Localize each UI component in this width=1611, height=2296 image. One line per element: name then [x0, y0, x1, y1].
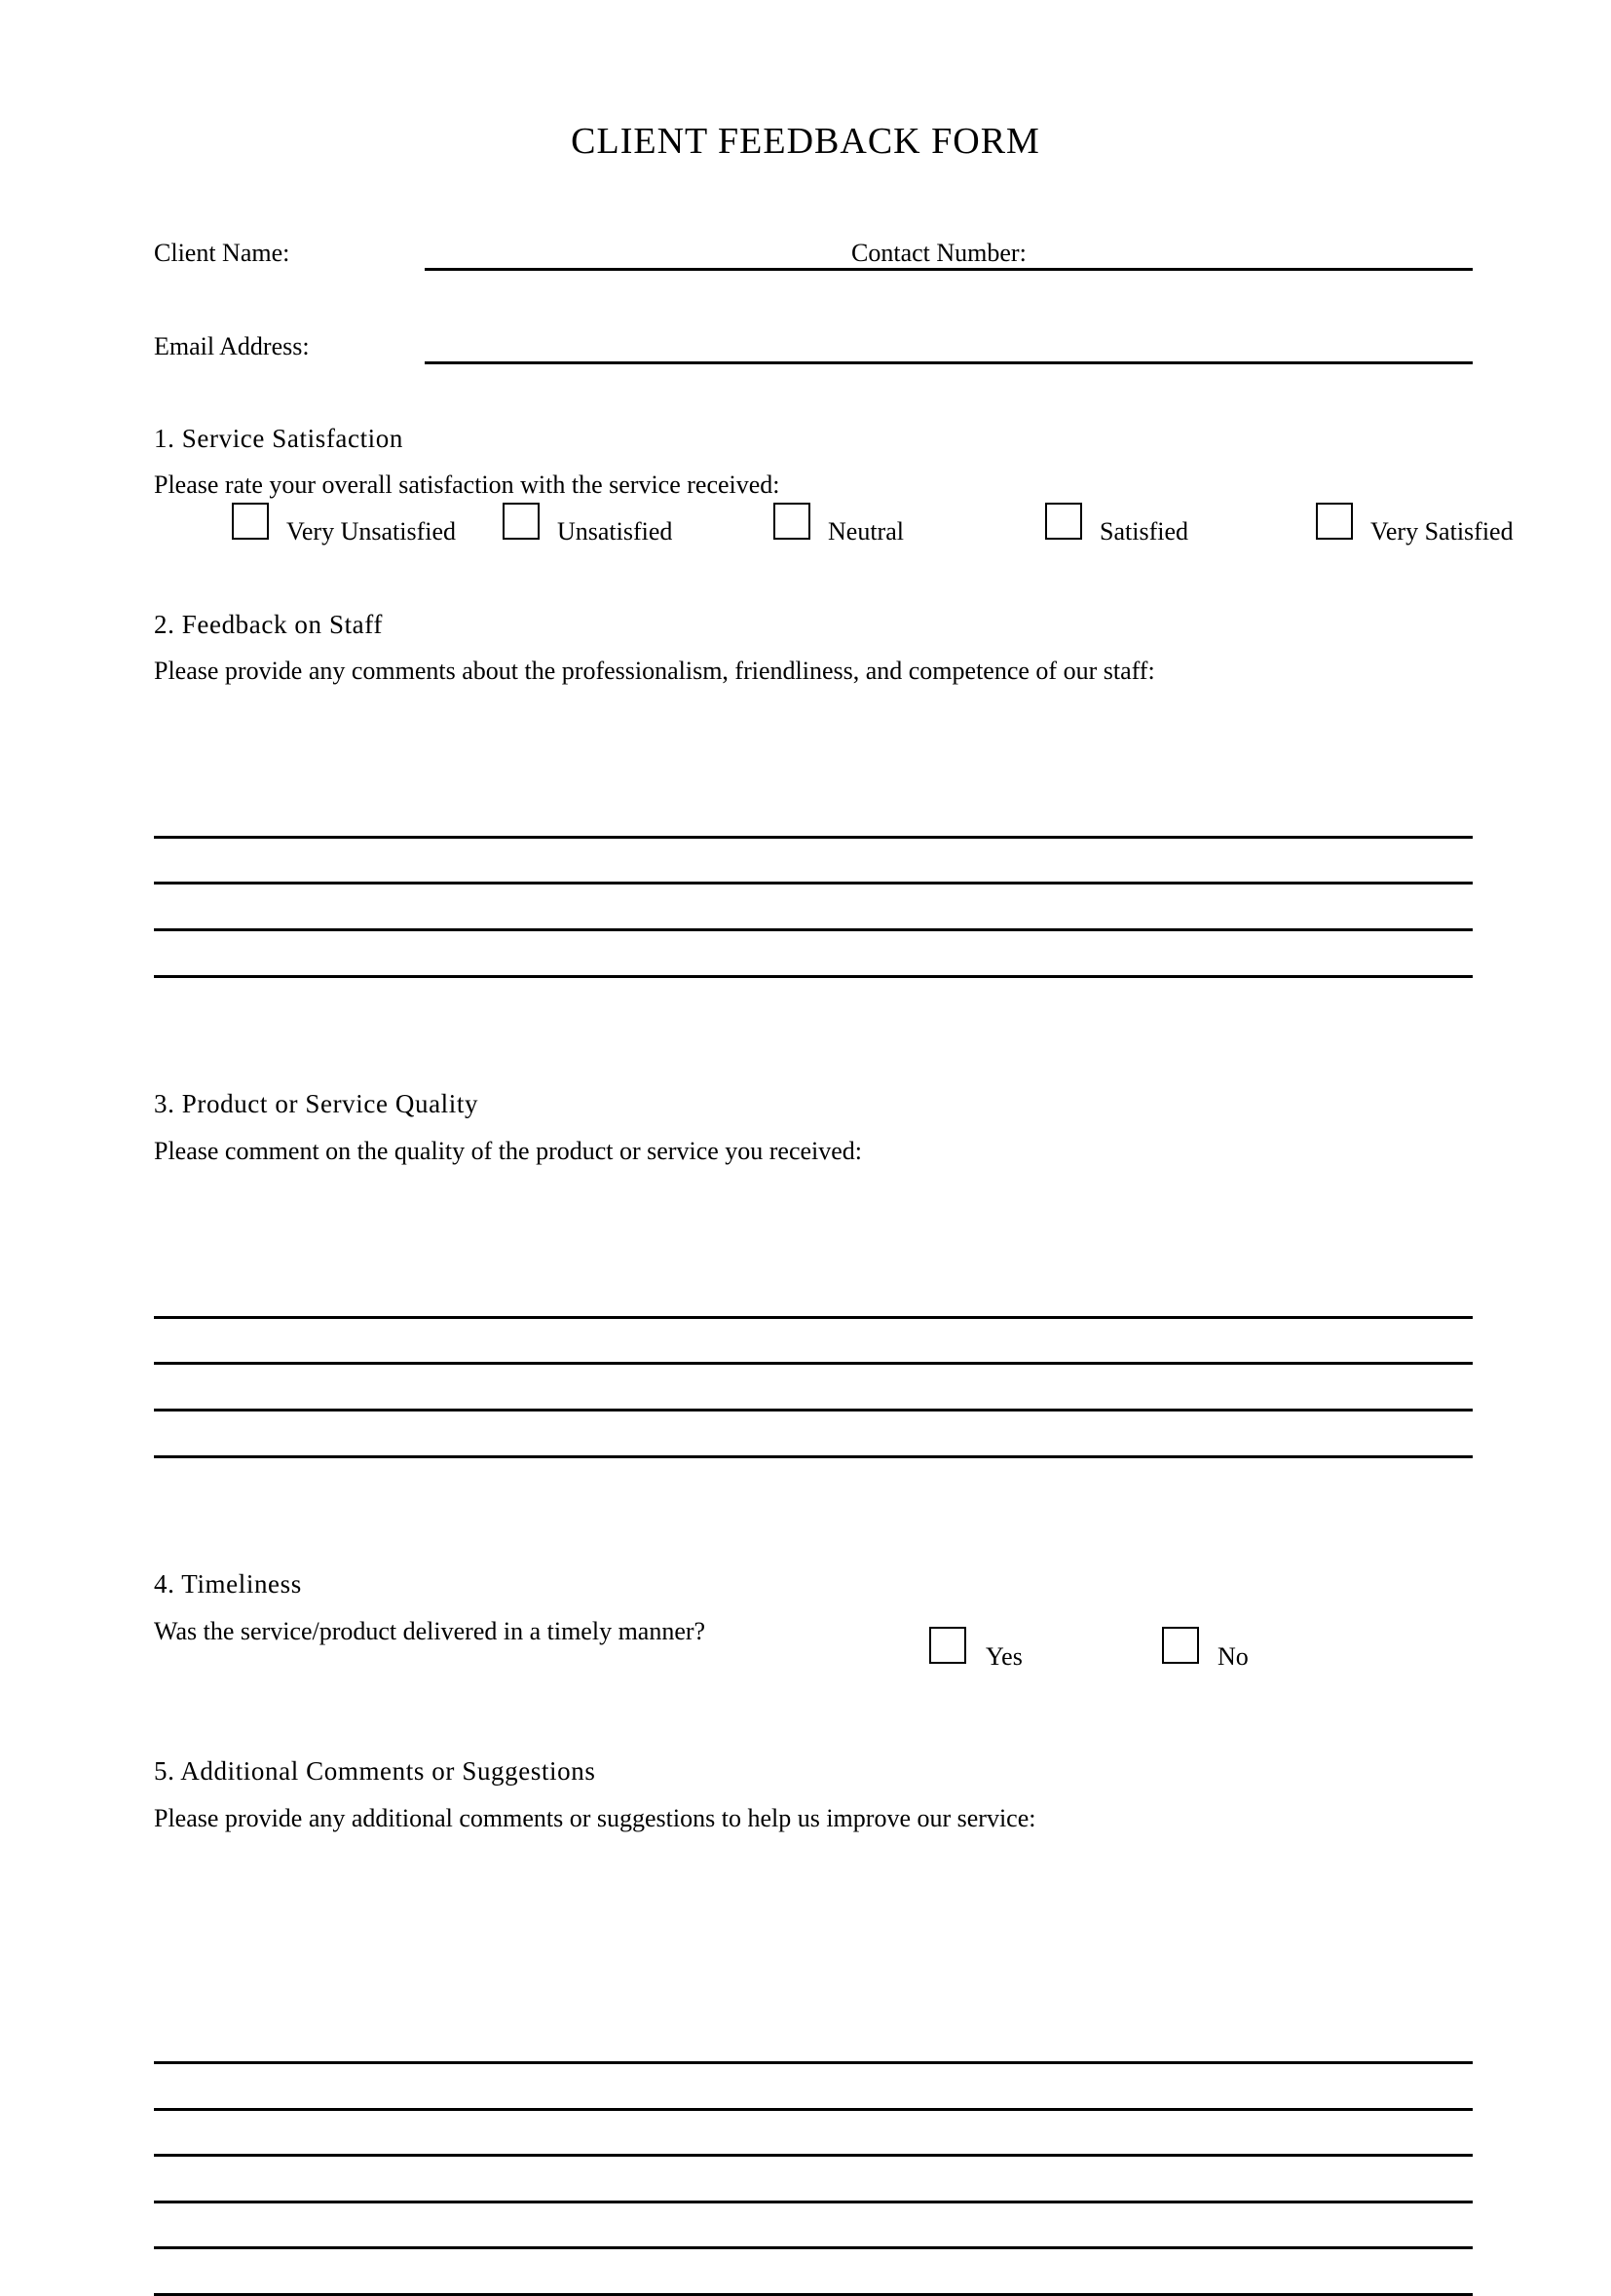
checkbox-unsatisfied[interactable]: [503, 503, 540, 540]
section-3-heading: 3. Product or Service Quality: [154, 1089, 479, 1118]
section-5-heading: 5. Additional Comments or Suggestions: [154, 1756, 596, 1786]
option-yes-label: Yes: [986, 1642, 1023, 1671]
option-satisfied-label: Satisfied: [1100, 517, 1188, 546]
section-5-prompt: Please provide any additional comments or suggestions to help us improve our service:: [154, 1804, 1036, 1832]
checkbox-no[interactable]: [1162, 1627, 1199, 1664]
client-name-label: Client Name:: [154, 239, 290, 267]
email-line[interactable]: [425, 361, 1473, 364]
section-1-heading: 1. Service Satisfaction: [154, 424, 403, 453]
staff-feedback-line-4[interactable]: [154, 975, 1473, 978]
quality-feedback-line-2[interactable]: [154, 1362, 1473, 1365]
checkbox-very-unsatisfied[interactable]: [232, 503, 269, 540]
email-label: Email Address:: [154, 332, 310, 360]
comments-line-5[interactable]: [154, 2246, 1473, 2249]
contact-number-label: Contact Number:: [851, 239, 1027, 267]
comments-line-3[interactable]: [154, 2154, 1473, 2157]
staff-feedback-line-1[interactable]: [154, 836, 1473, 839]
option-very-unsatisfied-label: Very Unsatisfied: [286, 517, 457, 546]
checkbox-satisfied[interactable]: [1045, 503, 1082, 540]
option-no-label: No: [1218, 1642, 1249, 1671]
comments-line-2[interactable]: [154, 2108, 1473, 2111]
checkbox-very-satisfied[interactable]: [1316, 503, 1353, 540]
checkbox-neutral[interactable]: [773, 503, 810, 540]
quality-feedback-line-1[interactable]: [154, 1316, 1473, 1319]
section-4-prompt: Was the service/product delivered in a timely manner?: [154, 1617, 706, 1645]
staff-feedback-line-3[interactable]: [154, 928, 1473, 931]
form-title: CLIENT FEEDBACK FORM: [571, 121, 1040, 162]
section-2-heading: 2. Feedback on Staff: [154, 610, 383, 639]
quality-feedback-line-4[interactable]: [154, 1455, 1473, 1458]
quality-feedback-line-3[interactable]: [154, 1409, 1473, 1411]
comments-line-1[interactable]: [154, 2061, 1473, 2064]
staff-feedback-line-2[interactable]: [154, 882, 1473, 885]
comments-line-4[interactable]: [154, 2201, 1473, 2203]
option-unsatisfied-label: Unsatisfied: [557, 517, 673, 546]
checkbox-yes[interactable]: [929, 1627, 966, 1664]
section-2-prompt: Please provide any comments about the professionalism, friendliness, and competence of our staff:: [154, 657, 1155, 685]
section-3-prompt: Please comment on the quality of the product or service you received:: [154, 1137, 863, 1165]
section-1-prompt: Please rate your overall satisfaction with the service received:: [154, 470, 780, 499]
section-4-heading: 4. Timeliness: [154, 1569, 302, 1599]
option-very-satisfied-label: Very Satisfied: [1370, 517, 1514, 546]
option-neutral-label: Neutral: [828, 517, 904, 546]
